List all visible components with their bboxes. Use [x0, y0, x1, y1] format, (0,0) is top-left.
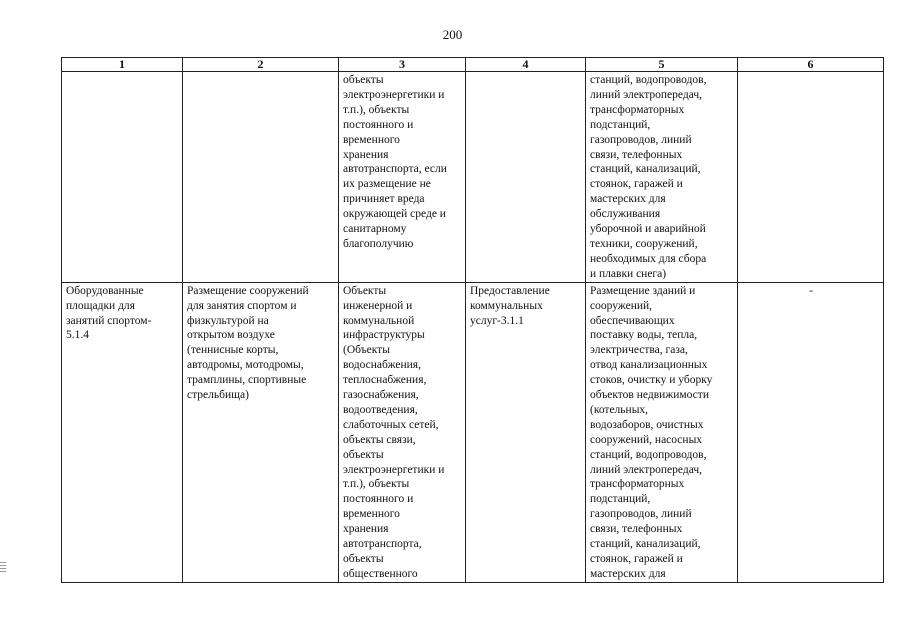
column-header-5: 5 — [586, 58, 738, 72]
table-cell — [466, 72, 586, 283]
table-cell: Оборудованные площадки для занятий спортом- 5.1.4 — [62, 282, 183, 582]
table-cell: - — [738, 282, 884, 582]
table-row — [62, 282, 884, 582]
page-number: 200 — [442, 27, 463, 42]
table-row — [62, 72, 884, 283]
table-cell — [62, 72, 183, 283]
table-cell — [738, 72, 884, 283]
table-cell: Размещение зданий и сооружений, обеспечивающих поставку воды, тепла, электричества, газа, отвод канализационных стоков, очистку и уборку объектов недвижимости (котельных, водозаборов, очистных сооружений, насосных станций, водопроводов, линий электропередач, трансформаторных подстанций, газопроводов, линий связи, телефонных станций, канализаций, стоянок, гаражей и мастерских для — [586, 282, 738, 582]
scan-edge-mark — [0, 562, 6, 574]
table-cell: Предоставление коммунальных услуг-3.1.1 — [466, 282, 586, 582]
column-header-3: 3 — [339, 58, 466, 72]
table-cell: Объекты инженерной и коммунальной инфраструктуры (Объекты водоснабжения, теплоснабжения, газоснабжения, водоотведения, слаботочных сетей, объекты связи, объекты электроэнергетики и т.п.), объекты постоянного и временного хранения автотранспорта, объекты общественного — [339, 282, 466, 582]
column-header-4: 4 — [466, 58, 586, 72]
column-header-2: 2 — [183, 58, 339, 72]
header-row — [62, 58, 884, 72]
table-cell: станций, водопроводов, линий электропередач, трансформаторных подстанций, газопроводов, линий связи, телефонных станций, канализаций, стоянок, гаражей и мастерских для обслуживания уборочной и аварийной техники, сооружений, необходимых для сбора и плавки снега) — [586, 72, 738, 283]
column-header-1: 1 — [62, 58, 183, 72]
land-use-table — [61, 57, 884, 583]
column-header-6: 6 — [738, 58, 884, 72]
table-cell: Размещение сооружений для занятия спортом и физкультурой на открытом воздухе (теннисные корты, автодромы, мотодромы, трамплины, спортивные стрельбища) — [183, 282, 339, 582]
table-cell: объекты электроэнергетики и т.п.), объекты постоянного и временного хранения автотранспорта, если их размещение не причиняет вреда окружающей среде и санитарному благополучию — [339, 72, 466, 283]
table-cell — [183, 72, 339, 283]
